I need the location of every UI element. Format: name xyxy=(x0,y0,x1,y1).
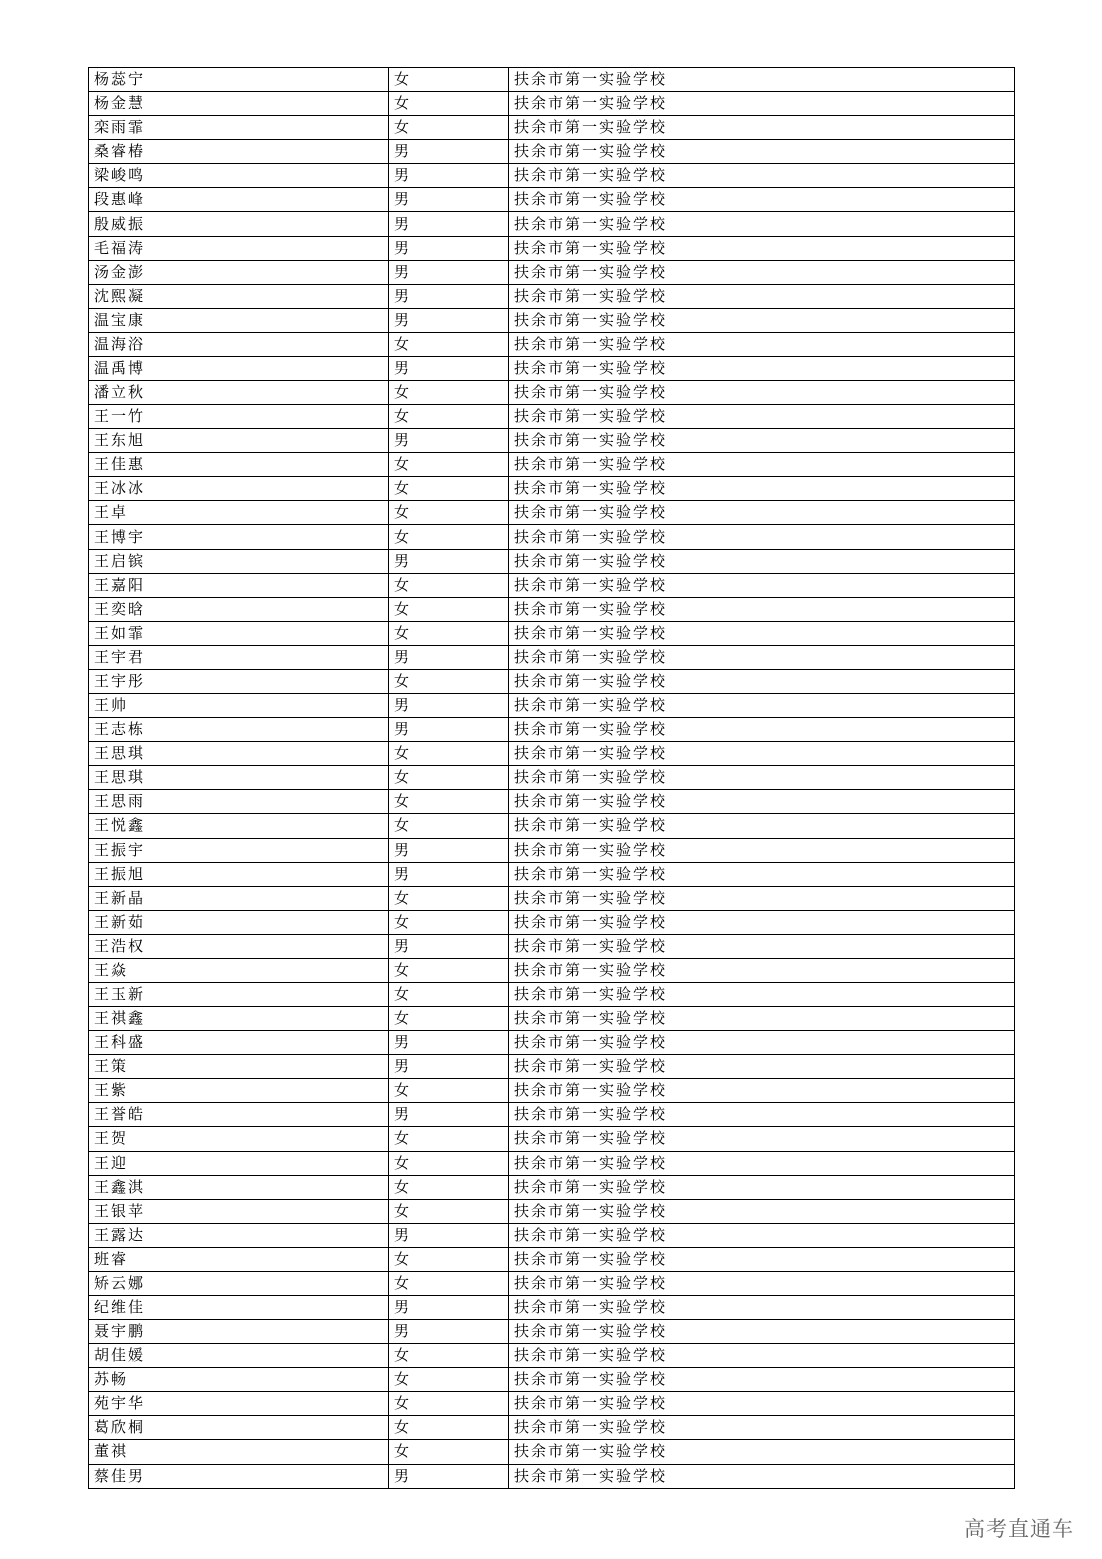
table-row xyxy=(89,910,1015,934)
name-cell: 苑宇华 xyxy=(89,1392,389,1416)
name-cell: 王振旭 xyxy=(89,862,389,886)
table-row xyxy=(89,886,1015,910)
gender-cell: 女 xyxy=(389,766,509,790)
gender-cell: 男 xyxy=(389,212,509,236)
table-row xyxy=(89,549,1015,573)
watermark-text: 高考直通车 xyxy=(964,1517,1074,1541)
name-cell: 王新茹 xyxy=(89,910,389,934)
name-cell: 王佳惠 xyxy=(89,453,389,477)
gender-cell: 男 xyxy=(389,429,509,453)
table-row xyxy=(89,669,1015,693)
gender-cell: 女 xyxy=(389,1416,509,1440)
school-cell: 扶余市第一实验学校 xyxy=(509,1344,1015,1368)
school-cell: 扶余市第一实验学校 xyxy=(509,188,1015,212)
name-cell: 王启镔 xyxy=(89,549,389,573)
table-row xyxy=(89,694,1015,718)
name-cell: 葛欣桐 xyxy=(89,1416,389,1440)
table-row xyxy=(89,1175,1015,1199)
name-cell: 王银苹 xyxy=(89,1199,389,1223)
school-cell: 扶余市第一实验学校 xyxy=(509,886,1015,910)
name-cell: 王焱 xyxy=(89,958,389,982)
table-row xyxy=(89,453,1015,477)
school-cell: 扶余市第一实验学校 xyxy=(509,718,1015,742)
table-row xyxy=(89,1392,1015,1416)
gender-cell: 女 xyxy=(389,1392,509,1416)
table-row xyxy=(89,958,1015,982)
table-row xyxy=(89,308,1015,332)
name-cell: 王嘉阳 xyxy=(89,573,389,597)
name-cell: 聂宇鹏 xyxy=(89,1320,389,1344)
school-cell: 扶余市第一实验学校 xyxy=(509,694,1015,718)
school-cell: 扶余市第一实验学校 xyxy=(509,405,1015,429)
school-cell: 扶余市第一实验学校 xyxy=(509,982,1015,1006)
school-cell: 扶余市第一实验学校 xyxy=(509,1055,1015,1079)
name-cell: 汤金澎 xyxy=(89,260,389,284)
school-cell: 扶余市第一实验学校 xyxy=(509,308,1015,332)
school-cell: 扶余市第一实验学校 xyxy=(509,1199,1015,1223)
name-cell: 王思琪 xyxy=(89,766,389,790)
gender-cell: 女 xyxy=(389,453,509,477)
gender-cell: 女 xyxy=(389,1368,509,1392)
school-cell: 扶余市第一实验学校 xyxy=(509,742,1015,766)
school-cell: 扶余市第一实验学校 xyxy=(509,1464,1015,1488)
name-cell: 王新晶 xyxy=(89,886,389,910)
gender-cell: 女 xyxy=(389,1007,509,1031)
name-cell: 王奕晗 xyxy=(89,597,389,621)
table-row xyxy=(89,92,1015,116)
table-row xyxy=(89,356,1015,380)
school-cell: 扶余市第一实验学校 xyxy=(509,477,1015,501)
table-row xyxy=(89,621,1015,645)
table-row xyxy=(89,68,1015,92)
table-row xyxy=(89,212,1015,236)
table-row xyxy=(89,140,1015,164)
table-row xyxy=(89,260,1015,284)
school-cell: 扶余市第一实验学校 xyxy=(509,381,1015,405)
gender-cell: 男 xyxy=(389,164,509,188)
student-roster-table xyxy=(88,67,1015,1489)
school-cell: 扶余市第一实验学校 xyxy=(509,669,1015,693)
school-cell: 扶余市第一实验学校 xyxy=(509,1175,1015,1199)
school-cell: 扶余市第一实验学校 xyxy=(509,1223,1015,1247)
table-row xyxy=(89,645,1015,669)
name-cell: 胡佳媛 xyxy=(89,1344,389,1368)
name-cell: 王玉新 xyxy=(89,982,389,1006)
name-cell: 王誉皓 xyxy=(89,1103,389,1127)
name-cell: 王东旭 xyxy=(89,429,389,453)
table-row xyxy=(89,1199,1015,1223)
table-row xyxy=(89,1416,1015,1440)
school-cell: 扶余市第一实验学校 xyxy=(509,645,1015,669)
table-row xyxy=(89,188,1015,212)
table-row xyxy=(89,1151,1015,1175)
gender-cell: 男 xyxy=(389,284,509,308)
school-cell: 扶余市第一实验学校 xyxy=(509,92,1015,116)
gender-cell: 男 xyxy=(389,1055,509,1079)
name-cell: 王紫 xyxy=(89,1079,389,1103)
table-row xyxy=(89,790,1015,814)
gender-cell: 女 xyxy=(389,501,509,525)
name-cell: 王志栋 xyxy=(89,718,389,742)
name-cell: 殷威振 xyxy=(89,212,389,236)
school-cell: 扶余市第一实验学校 xyxy=(509,429,1015,453)
gender-cell: 女 xyxy=(389,525,509,549)
school-cell: 扶余市第一实验学校 xyxy=(509,1007,1015,1031)
table-row xyxy=(89,597,1015,621)
school-cell: 扶余市第一实验学校 xyxy=(509,1031,1015,1055)
gender-cell: 男 xyxy=(389,188,509,212)
gender-cell: 女 xyxy=(389,1175,509,1199)
table-row xyxy=(89,742,1015,766)
school-cell: 扶余市第一实验学校 xyxy=(509,862,1015,886)
gender-cell: 女 xyxy=(389,886,509,910)
gender-cell: 男 xyxy=(389,1031,509,1055)
table-row xyxy=(89,862,1015,886)
school-cell: 扶余市第一实验学校 xyxy=(509,260,1015,284)
gender-cell: 女 xyxy=(389,1440,509,1464)
gender-cell: 男 xyxy=(389,862,509,886)
table-row xyxy=(89,1055,1015,1079)
table-row xyxy=(89,429,1015,453)
table-row xyxy=(89,766,1015,790)
name-cell: 王宇彤 xyxy=(89,669,389,693)
gender-cell: 女 xyxy=(389,790,509,814)
name-cell: 矫云娜 xyxy=(89,1271,389,1295)
gender-cell: 女 xyxy=(389,1127,509,1151)
gender-cell: 女 xyxy=(389,910,509,934)
gender-cell: 女 xyxy=(389,958,509,982)
name-cell: 温海浴 xyxy=(89,332,389,356)
school-cell: 扶余市第一实验学校 xyxy=(509,1271,1015,1295)
school-cell: 扶余市第一实验学校 xyxy=(509,549,1015,573)
gender-cell: 男 xyxy=(389,140,509,164)
name-cell: 王悦鑫 xyxy=(89,814,389,838)
gender-cell: 女 xyxy=(389,381,509,405)
table-row xyxy=(89,982,1015,1006)
roster-body xyxy=(89,68,1015,1489)
school-cell: 扶余市第一实验学校 xyxy=(509,284,1015,308)
school-cell: 扶余市第一实验学校 xyxy=(509,453,1015,477)
name-cell: 王科盛 xyxy=(89,1031,389,1055)
table-row xyxy=(89,1223,1015,1247)
gender-cell: 女 xyxy=(389,1247,509,1271)
gender-cell: 男 xyxy=(389,694,509,718)
gender-cell: 女 xyxy=(389,68,509,92)
gender-cell: 男 xyxy=(389,1103,509,1127)
table-row xyxy=(89,1271,1015,1295)
school-cell: 扶余市第一实验学校 xyxy=(509,525,1015,549)
school-cell: 扶余市第一实验学校 xyxy=(509,212,1015,236)
gender-cell: 男 xyxy=(389,356,509,380)
table-row xyxy=(89,477,1015,501)
gender-cell: 女 xyxy=(389,742,509,766)
name-cell: 王宇君 xyxy=(89,645,389,669)
gender-cell: 男 xyxy=(389,1464,509,1488)
school-cell: 扶余市第一实验学校 xyxy=(509,116,1015,140)
gender-cell: 女 xyxy=(389,1151,509,1175)
name-cell: 王策 xyxy=(89,1055,389,1079)
school-cell: 扶余市第一实验学校 xyxy=(509,910,1015,934)
school-cell: 扶余市第一实验学校 xyxy=(509,1103,1015,1127)
school-cell: 扶余市第一实验学校 xyxy=(509,838,1015,862)
table-row xyxy=(89,501,1015,525)
school-cell: 扶余市第一实验学校 xyxy=(509,1392,1015,1416)
school-cell: 扶余市第一实验学校 xyxy=(509,332,1015,356)
gender-cell: 女 xyxy=(389,332,509,356)
gender-cell: 男 xyxy=(389,645,509,669)
gender-cell: 男 xyxy=(389,549,509,573)
table-row xyxy=(89,1464,1015,1488)
gender-cell: 女 xyxy=(389,1344,509,1368)
gender-cell: 男 xyxy=(389,838,509,862)
gender-cell: 女 xyxy=(389,621,509,645)
table-row xyxy=(89,164,1015,188)
name-cell: 沈熙凝 xyxy=(89,284,389,308)
gender-cell: 男 xyxy=(389,934,509,958)
table-row xyxy=(89,1440,1015,1464)
school-cell: 扶余市第一实验学校 xyxy=(509,1295,1015,1319)
name-cell: 王贺 xyxy=(89,1127,389,1151)
gender-cell: 男 xyxy=(389,236,509,260)
name-cell: 桑睿椿 xyxy=(89,140,389,164)
table-row xyxy=(89,1320,1015,1344)
gender-cell: 男 xyxy=(389,308,509,332)
table-row xyxy=(89,1103,1015,1127)
name-cell: 班睿 xyxy=(89,1247,389,1271)
school-cell: 扶余市第一实验学校 xyxy=(509,1416,1015,1440)
name-cell: 栾雨霏 xyxy=(89,116,389,140)
school-cell: 扶余市第一实验学校 xyxy=(509,958,1015,982)
gender-cell: 男 xyxy=(389,1320,509,1344)
school-cell: 扶余市第一实验学校 xyxy=(509,1320,1015,1344)
school-cell: 扶余市第一实验学校 xyxy=(509,597,1015,621)
name-cell: 王一竹 xyxy=(89,405,389,429)
name-cell: 杨金慧 xyxy=(89,92,389,116)
name-cell: 王思琪 xyxy=(89,742,389,766)
gender-cell: 女 xyxy=(389,477,509,501)
school-cell: 扶余市第一实验学校 xyxy=(509,573,1015,597)
table-row xyxy=(89,525,1015,549)
table-row xyxy=(89,934,1015,958)
table-row xyxy=(89,814,1015,838)
school-cell: 扶余市第一实验学校 xyxy=(509,140,1015,164)
table-row xyxy=(89,284,1015,308)
table-row xyxy=(89,1127,1015,1151)
name-cell: 梁峻鸣 xyxy=(89,164,389,188)
table-row xyxy=(89,1079,1015,1103)
table-row xyxy=(89,332,1015,356)
table-row xyxy=(89,405,1015,429)
name-cell: 蔡佳男 xyxy=(89,1464,389,1488)
school-cell: 扶余市第一实验学校 xyxy=(509,356,1015,380)
table-row xyxy=(89,718,1015,742)
name-cell: 王冰冰 xyxy=(89,477,389,501)
gender-cell: 女 xyxy=(389,1199,509,1223)
name-cell: 杨蕊宁 xyxy=(89,68,389,92)
table-row xyxy=(89,573,1015,597)
table-row xyxy=(89,1344,1015,1368)
gender-cell: 女 xyxy=(389,669,509,693)
name-cell: 王露达 xyxy=(89,1223,389,1247)
school-cell: 扶余市第一实验学校 xyxy=(509,1151,1015,1175)
gender-cell: 女 xyxy=(389,814,509,838)
school-cell: 扶余市第一实验学校 xyxy=(509,621,1015,645)
name-cell: 王迎 xyxy=(89,1151,389,1175)
school-cell: 扶余市第一实验学校 xyxy=(509,1127,1015,1151)
gender-cell: 女 xyxy=(389,573,509,597)
name-cell: 王思雨 xyxy=(89,790,389,814)
gender-cell: 男 xyxy=(389,1223,509,1247)
school-cell: 扶余市第一实验学校 xyxy=(509,501,1015,525)
gender-cell: 女 xyxy=(389,405,509,429)
school-cell: 扶余市第一实验学校 xyxy=(509,236,1015,260)
name-cell: 王浩权 xyxy=(89,934,389,958)
name-cell: 苏畅 xyxy=(89,1368,389,1392)
name-cell: 王帅 xyxy=(89,694,389,718)
name-cell: 董祺 xyxy=(89,1440,389,1464)
school-cell: 扶余市第一实验学校 xyxy=(509,164,1015,188)
gender-cell: 男 xyxy=(389,1295,509,1319)
gender-cell: 男 xyxy=(389,718,509,742)
name-cell: 王如霏 xyxy=(89,621,389,645)
table-row xyxy=(89,1007,1015,1031)
school-cell: 扶余市第一实验学校 xyxy=(509,1247,1015,1271)
name-cell: 王振宇 xyxy=(89,838,389,862)
school-cell: 扶余市第一实验学校 xyxy=(509,1368,1015,1392)
name-cell: 王鑫淇 xyxy=(89,1175,389,1199)
name-cell: 毛福涛 xyxy=(89,236,389,260)
gender-cell: 女 xyxy=(389,92,509,116)
school-cell: 扶余市第一实验学校 xyxy=(509,1440,1015,1464)
gender-cell: 男 xyxy=(389,260,509,284)
gender-cell: 女 xyxy=(389,116,509,140)
name-cell: 温禹博 xyxy=(89,356,389,380)
name-cell: 段惠峰 xyxy=(89,188,389,212)
table-row xyxy=(89,1295,1015,1319)
table-row xyxy=(89,838,1015,862)
school-cell: 扶余市第一实验学校 xyxy=(509,68,1015,92)
table-row xyxy=(89,1247,1015,1271)
gender-cell: 女 xyxy=(389,1271,509,1295)
gender-cell: 女 xyxy=(389,1079,509,1103)
name-cell: 王博宇 xyxy=(89,525,389,549)
table-row xyxy=(89,1368,1015,1392)
school-cell: 扶余市第一实验学校 xyxy=(509,790,1015,814)
table-row xyxy=(89,116,1015,140)
table-row xyxy=(89,236,1015,260)
name-cell: 纪维佳 xyxy=(89,1295,389,1319)
gender-cell: 女 xyxy=(389,982,509,1006)
table-row xyxy=(89,1031,1015,1055)
name-cell: 王祺鑫 xyxy=(89,1007,389,1031)
school-cell: 扶余市第一实验学校 xyxy=(509,934,1015,958)
school-cell: 扶余市第一实验学校 xyxy=(509,814,1015,838)
school-cell: 扶余市第一实验学校 xyxy=(509,1079,1015,1103)
name-cell: 潘立秋 xyxy=(89,381,389,405)
school-cell: 扶余市第一实验学校 xyxy=(509,766,1015,790)
gender-cell: 女 xyxy=(389,597,509,621)
name-cell: 温宝康 xyxy=(89,308,389,332)
table-row xyxy=(89,381,1015,405)
name-cell: 王卓 xyxy=(89,501,389,525)
